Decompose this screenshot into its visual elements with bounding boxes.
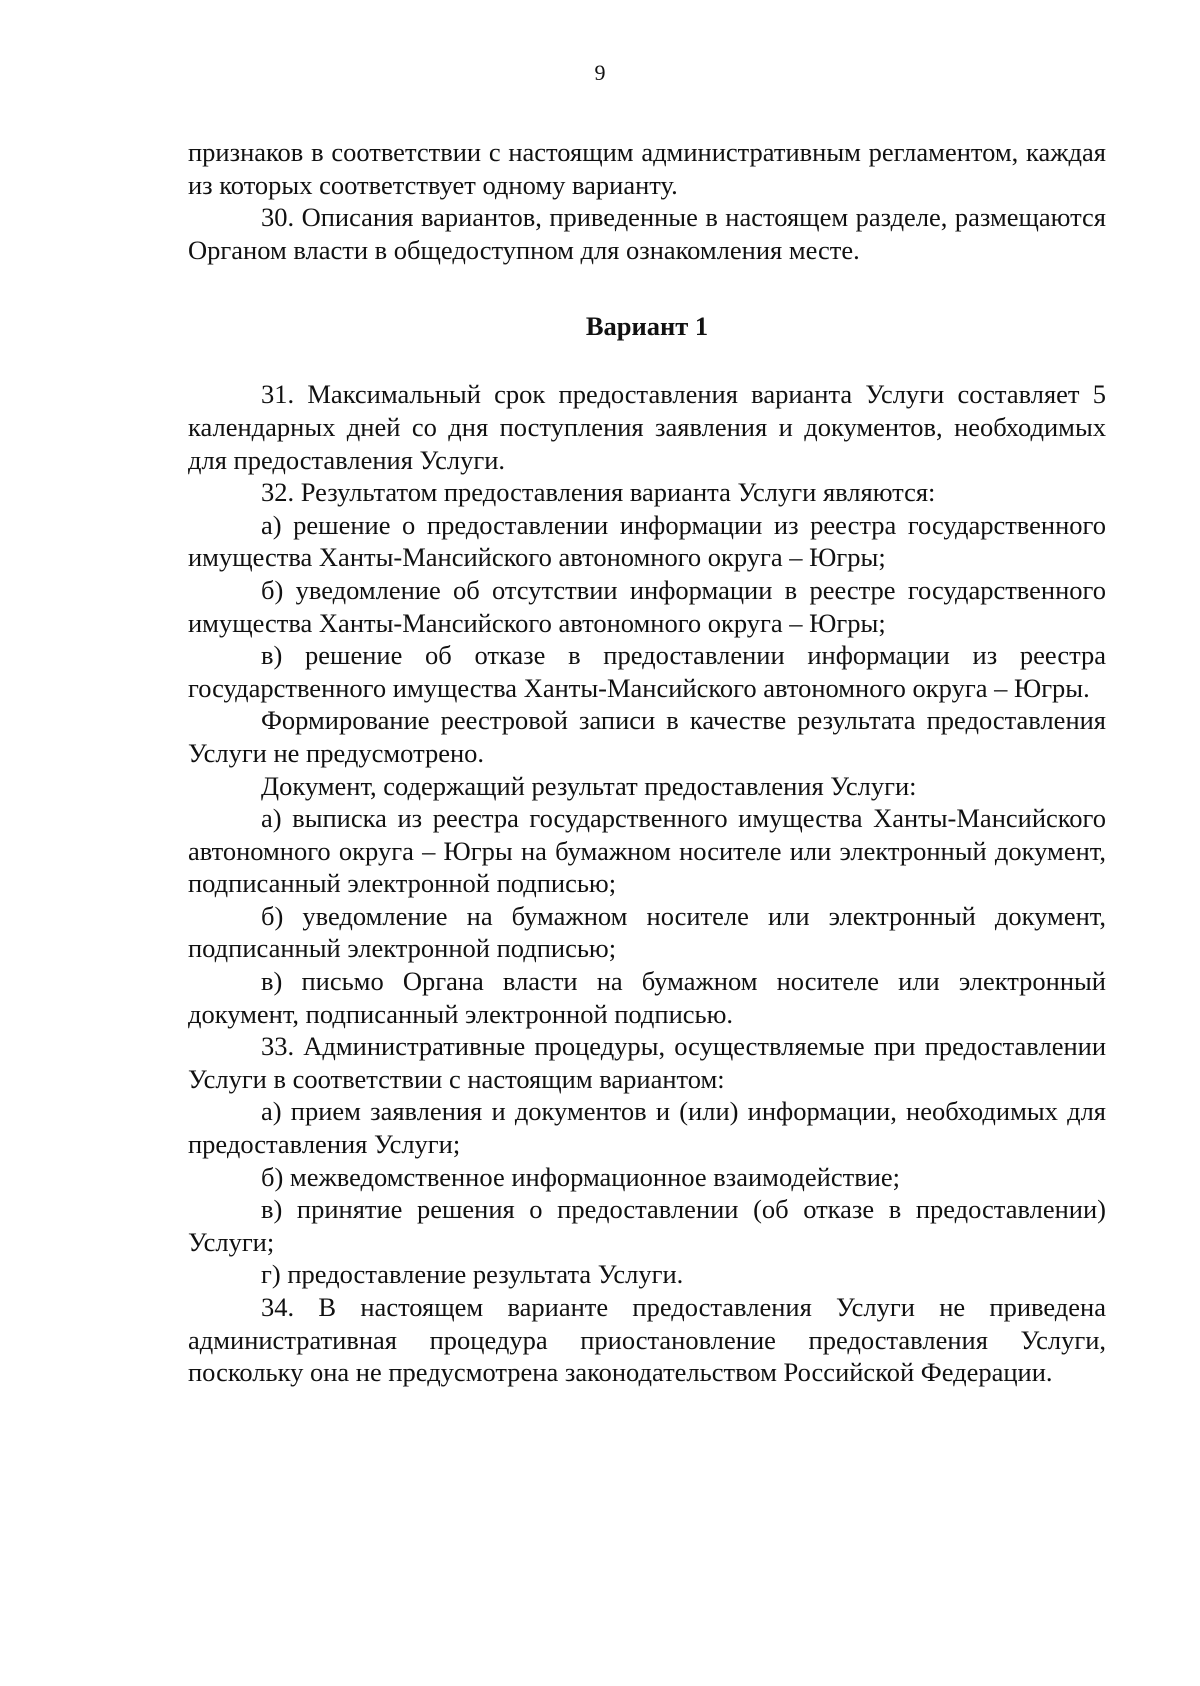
paragraph-32-item-b: б) уведомление об отсутствии информации в реестре государственного имущества Ханты-Мансийского автономного округа – Югры; (188, 574, 1106, 638)
paragraph-33-item-v: в) принятие решения о предоставлении (об отказе в предоставлении) Услуги; (188, 1194, 1106, 1257)
page-number: 9 (594, 60, 606, 85)
paragraph-34: 34. В настоящем варианте предоставления Услуги не приведена административная процедура приостановление предоставления Услуги, поскольку она не предусмотрена законодательством Российской Федерации. (188, 1292, 1106, 1388)
paragraph-document-item-v: в) письмо Органа власти на бумажном носителе или электронный документ, подписанный электронной подписью. (188, 966, 1106, 1029)
paragraph-33-item-a: а) прием заявления и документов и (или) информации, необходимых для предоставления Услуги; (188, 1096, 1106, 1160)
section-heading: Вариант 1 (585, 311, 709, 342)
paragraph-registry-note: Формирование реестровой записи в качестве результата предоставления Услуги не предусмотрено. (188, 705, 1106, 768)
paragraph-document-item-b: б) уведомление на бумажном носителе или электронный документ, подписанный электронной подписью; (188, 900, 1106, 964)
paragraph-33-intro: 33. Административные процедуры, осуществляемые при предоставлении Услуги в соответствии с настоящим вариантом: (188, 1031, 1106, 1094)
paragraph-33-item-b: б) межведомственное информационное взаимодействие; (261, 1161, 901, 1192)
paragraph-31: 31. Максимальный срок предоставления варианта Услуги составляет 5 календарных дней со дня поступления заявления и документов, необходимых для предоставления Услуги. (188, 379, 1106, 475)
paragraph-30: 30. Описания вариантов, приведенные в настоящем разделе, размещаются Органом власти в общедоступном для ознакомления месте. (188, 202, 1106, 265)
paragraph-document-intro: Документ, содержащий результат предоставления Услуги: (261, 770, 917, 801)
paragraph-continuation: признаков в соответствии с настоящим административным регламентом, каждая из которых соответствует одному варианту. (188, 137, 1106, 200)
document-body (188, 136, 1106, 1389)
paragraph-32-intro: 32. Результатом предоставления варианта Услуги являются: (261, 477, 936, 508)
paragraph-document-item-a: а) выписка из реестра государственного имущества Ханты-Мансийского автономного округа – Югры на бумажном носителе или электронный документ, подписанный электронной подписью; (188, 803, 1106, 899)
paragraph-32-item-v: в) решение об отказе в предоставлении информации из реестра государственного имущества Ханты-Мансийского автономного округа – Югры. (188, 640, 1106, 703)
paragraph-32-item-a: а) решение о предоставлении информации из реестра государственного имущества Ханты-Мансийского автономного округа – Югры; (188, 509, 1106, 573)
paragraph-33-item-g: г) предоставление результата Услуги. (261, 1259, 684, 1290)
